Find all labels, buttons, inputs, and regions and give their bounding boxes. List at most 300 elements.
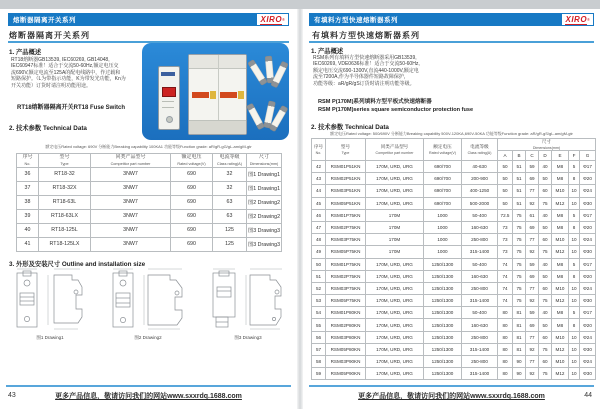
table-cell: 图3 Drawing3 [247,223,282,237]
table-cell: 690 [171,195,213,209]
table-cell: RSM05P75KN [326,246,366,258]
table-cell: RSM02P80KN [326,319,366,331]
table-cell: 170M [366,246,424,258]
table-cell: 1250/1300 [424,282,462,294]
drawing1-side-view [46,267,86,331]
table-cell: 8 [569,270,580,282]
table-cell: 59 [312,368,326,380]
table-cell: 1250/1300 [424,368,462,380]
table-cell: 74 [498,295,513,307]
table-cell: 75 [513,209,526,221]
table-cell: 50-400 [462,209,498,221]
table-cell: 170M, URD, URG [366,343,424,355]
table-cell: 170M, URD, URG [366,197,424,209]
table-cell: Φ30 [580,246,596,258]
table-cell: 92 [526,246,539,258]
table-cell: Φ24 [580,282,596,294]
table-cell: 3NW7 [91,181,171,195]
table-cell: 55 [312,319,326,331]
table-cell: 59 [526,307,539,319]
table-cell: M8 [552,319,569,331]
left-product-photo [142,43,289,140]
table-row [312,246,596,258]
table-cell: 5 [569,161,580,173]
table-cell: 72.5 [498,209,513,221]
table-cell: M8 [552,173,569,185]
table-cell: 60 [539,282,552,294]
table-cell: 170M, URD, URG [366,307,424,319]
table-cell: RSM01P75KN [326,209,366,221]
dims-header: 尺寸 Dimensions(mm) [498,139,596,151]
left-overview-text [11,57,153,89]
page-right [303,9,600,409]
table-cell: 69 [526,221,539,233]
table-cell: 50 [498,161,513,173]
table-cell: 1250/1300 [424,319,462,331]
table-cell: 77 [526,356,539,368]
table-cell: M8 [552,221,569,233]
table-cell: 75 [539,295,552,307]
table-cell: 125 [213,223,247,237]
table-row [17,195,282,209]
table-row [312,307,596,319]
table-cell: RSM01P75KN [326,258,366,270]
table-cell: 500-2000 [462,197,498,209]
table-cell: 1000 [424,221,462,233]
right-spec-table [311,138,596,380]
table-cell: 3NW7 [91,195,171,209]
table-cell: M8 [552,258,569,270]
drawing3-front-view [210,267,238,331]
table-cell: RSM03P75KN [326,234,366,246]
table-cell: 47 [312,221,326,233]
table-cell: 170M, URD, URG [366,185,424,197]
table-cell: 10 [569,185,580,197]
table-cell: 58 [312,356,326,368]
table-cell: 690/700 [424,197,462,209]
table-cell: 50 [539,270,552,282]
table-row [312,197,596,209]
table-cell: 170M, URD, URG [366,282,424,294]
table-cell: 75 [513,221,526,233]
table-cell: 170M, URD, URG [366,368,424,380]
table-cell: 10 [569,331,580,343]
text-line: RSM P(170M)series square semiconductor protection fuse [318,106,474,113]
table-cell: 690/700 [424,173,462,185]
table-cell: RT18-63L [39,195,91,209]
table-cell: 75 [513,246,526,258]
table-row [312,295,596,307]
table-row [312,319,596,331]
table-row [312,331,596,343]
xiro-logo [257,14,288,25]
table-cell: M10 [552,282,569,294]
table-cell: 40 [539,307,552,319]
table-cell: Φ17 [580,307,596,319]
table-cell: 32 [213,181,247,195]
table-cell: 37 [17,181,39,195]
table-cell: 1250/1300 [424,258,462,270]
table-cell: 8 [569,221,580,233]
table-row [312,270,596,282]
table-cell: Φ17 [580,258,596,270]
left-outline-drawings [10,267,290,341]
table-cell: 75 [539,368,552,380]
page-left [0,9,297,409]
table-cell: 1250/1300 [424,343,462,355]
table-cell: 81 [513,331,526,343]
table-cell: 170M, URD, URG [366,270,424,282]
table-row [312,282,596,294]
table-cell: 690 [171,167,213,181]
table-cell: 42 [312,161,326,173]
table-cell: M8 [552,270,569,282]
table-cell: 1250/1300 [424,295,462,307]
table-cell: 51 [312,270,326,282]
table-row [17,167,282,181]
table-cell: 77 [526,282,539,294]
table-cell: 75 [513,295,526,307]
registered-mark-icon: ® [587,17,590,22]
table-cell: RT18-125L [39,223,91,237]
table-cell: 1250/1300 [424,307,462,319]
table-cell: 92 [526,197,539,209]
table-cell: 80 [498,307,513,319]
table-cell: M12 [552,368,569,380]
table-cell: 32 [213,167,247,181]
table-cell: 690/700 [424,161,462,173]
table-cell: 8 [569,173,580,185]
table-cell: 60 [539,185,552,197]
table-cell: M8 [552,209,569,221]
table-cell: 51 [513,185,526,197]
table-row [17,223,282,237]
table-cell: 92 [526,343,539,355]
table-cell: 1250/1300 [424,270,462,282]
table-cell: 54 [312,307,326,319]
table-cell: 315-1400 [462,295,498,307]
table-cell: Φ17 [580,161,596,173]
table-cell: 3NW7 [91,167,171,181]
table-cell: 81 [513,307,526,319]
table-cell: M12 [552,343,569,355]
table-row [312,161,596,173]
drawing2-side-view [142,267,186,331]
table-cell: 250-800 [462,356,498,368]
table-cell: Φ30 [580,368,596,380]
table-cell: 50-400 [462,258,498,270]
table-cell: 45 [312,197,326,209]
table-cell: 160-630 [462,270,498,282]
text-line: RSM系列有填料方型快速熔断器采用GB13539, [313,55,417,61]
left-product-name: RT18熔断器隔离开关RT18 Fuse Switch [17,105,126,111]
table-cell: M12 [552,295,569,307]
drawing2-front-view [110,267,136,331]
table-cell: 170M [366,209,424,221]
right-footer-website: 更多产品信息，敬请访问我们的网站www.sxxrdq.1688.com [358,393,545,400]
table-cell: 315-1400 [462,343,498,355]
table-cell: M8 [552,307,569,319]
table-cell: 50-400 [462,307,498,319]
left-header-bar [8,13,289,26]
table-cell: 50 [498,197,513,209]
fuse-holder-double [188,54,247,135]
table-cell: 10 [569,246,580,258]
table-cell: RSM03P75KN [326,282,366,294]
table-cell: Φ20 [580,270,596,282]
table-cell: RSM03P90KN [326,356,366,368]
right-product-name [318,99,473,114]
table-cell: 92 [526,368,539,380]
table-cell: Φ24 [580,331,596,343]
table-cell: 40-630 [462,161,498,173]
table-cell: 41 [17,237,39,251]
cylindrical-fuse [246,103,265,130]
table-row [312,356,596,368]
table-cell: 3NW7 [91,223,171,237]
table-row [312,221,596,233]
table-cell: 75 [539,197,552,209]
table-cell: 690 [171,237,213,251]
table-row [312,343,596,355]
table-cell: 61 [526,209,539,221]
table-cell: RT18-125LX [39,237,91,251]
table-cell: 1250/1300 [424,356,462,368]
drawing1-label: 图1 Drawing1 [36,335,64,340]
table-cell: M12 [552,197,569,209]
table-cell: 60 [539,331,552,343]
table-cell: RSM03P80KN [326,331,366,343]
table-cell: Φ30 [580,295,596,307]
right-table-note: 额定电压Rated voltage: 500/690V 分断能力Breaking capability 500V-120KA,690V-50KA 功能等级Function grade: aR/gR-gS/gL-am/gM-gtr [330,131,573,136]
right-overview-text [313,55,463,87]
table-cell: RSM05P80KN [326,343,366,355]
right-page-number: 44 [584,392,592,399]
table-cell: 10 [569,282,580,294]
registered-mark-icon: ® [282,17,285,22]
table-cell: M12 [552,246,569,258]
table-row [17,237,282,251]
table-cell: RSM02P75KN [326,221,366,233]
table-cell: Φ24 [580,356,596,368]
table-row [312,185,596,197]
table-cell: 图3 Drawing3 [247,237,282,251]
text-line: IEC60269, VDE0636标准！适合于交流50-60Hz, [313,61,420,68]
table-cell: 8 [569,319,580,331]
table-cell: 57 [312,343,326,355]
table-cell: 5 [569,209,580,221]
table-cell: 81 [513,319,526,331]
table-cell: 10 [569,295,580,307]
drawing3-side-view [244,267,286,331]
table-cell: 75 [513,258,526,270]
table-cell: 49 [312,246,326,258]
table-cell: 50 [498,185,513,197]
table-cell: 73 [498,246,513,258]
table-cell: 250-800 [462,234,498,246]
text-line: 额定电压交流690-1300V,直流440-1000V,额定电 [313,67,419,74]
table-cell: 690 [171,223,213,237]
xiro-logo [562,14,593,25]
table-cell: 77 [526,331,539,343]
table-cell: 75 [539,246,552,258]
right-section1-title: 1. 产品概述 [311,48,344,55]
text-line: 短路保护。（L为带指示功能，K为带发光功能，Kn为 [11,76,126,83]
table-cell: 3NW7 [91,237,171,251]
table-cell: 10 [569,343,580,355]
drawing1-front-view [14,267,40,331]
table-cell: 56 [312,331,326,343]
table-cell: 200-900 [462,173,498,185]
drawing-group-2 [110,267,186,341]
table-cell: 90 [513,356,526,368]
table-cell: 75 [513,234,526,246]
table-cell: 59 [526,258,539,270]
left-page-number: 43 [8,392,16,399]
table-cell: 315-1400 [462,368,498,380]
right-footer-rule [309,385,594,387]
table-cell: 40 [539,161,552,173]
left-spec-table [16,153,282,252]
drawing-group-3 [210,267,286,341]
table-cell: 59 [526,161,539,173]
table-cell: 80 [498,331,513,343]
table-cell: 170M, URD, URG [366,295,424,307]
text-line: 流690V,额定电流至125A的配电线路中，作过载和 [11,69,121,76]
table-cell: 5 [569,307,580,319]
table-cell: 38 [17,195,39,209]
left-footer-rule [6,385,291,387]
table-row [312,173,596,185]
table-cell: RSM05P90KN [326,368,366,380]
table-cell: 1250/1300 [424,331,462,343]
table-cell: 60 [539,234,552,246]
table-cell: 40 [17,223,39,237]
table-cell: 74 [498,282,513,294]
table-cell: Φ24 [580,234,596,246]
table-cell: Φ24 [580,185,596,197]
table-cell: 80 [498,319,513,331]
table-cell: M8 [552,161,569,173]
drawing-group-1 [14,267,86,341]
table-cell: 690 [171,209,213,223]
table-cell: RSM01P51KN [326,161,366,173]
table-cell: RT18-32 [39,167,91,181]
table-cell: 10 [569,356,580,368]
table-cell: 77 [526,185,539,197]
right-table-body [312,161,596,380]
table-cell: 51 [513,197,526,209]
table-cell: 400-1250 [462,185,498,197]
table-cell: 77 [526,234,539,246]
xiro-logo-text: XIRO [565,14,588,24]
table-cell: 50 [539,221,552,233]
table-cell: M10 [552,356,569,368]
table-cell: 80 [498,368,513,380]
table-cell: 69 [526,173,539,185]
table-cell: 315-1400 [462,246,498,258]
table-cell: 39 [17,209,39,223]
table-cell: 1000 [424,209,462,221]
table-cell: 73 [498,234,513,246]
table-cell: 图2 Drawing2 [247,209,282,223]
text-line: RSM P(170M)系列填料方型平板式快速熔断器 [318,99,432,105]
right-title-rule [309,41,594,43]
table-cell: 170M, URD, URG [366,331,424,343]
left-header-title: 熔断器隔离开关系列 [13,17,76,24]
table-cell: 170M, URD, URG [366,173,424,185]
table-cell: 74 [498,270,513,282]
table-cell: 160-630 [462,221,498,233]
text-line: RT18熔断器GB13539, IEC60269, GB14048, [11,57,110,63]
table-cell: 75 [539,343,552,355]
table-cell: RSM02P51KN [326,173,366,185]
table-cell: 170M, URD, URG [366,356,424,368]
table-cell: 92 [526,295,539,307]
table-cell: RSM01P80KN [326,307,366,319]
table-cell: 51 [513,173,526,185]
left-table-body [17,167,282,251]
table-cell: 48 [312,234,326,246]
table-cell: 170M, URD, URG [366,319,424,331]
table-cell: 1000 [424,234,462,246]
table-cell: 690/700 [424,185,462,197]
scan-top-strip [0,0,600,9]
table-cell: 5 [569,258,580,270]
table-cell: 图1 Drawing1 [247,167,282,181]
table-cell: 81 [513,343,526,355]
left-series-title: 熔断器隔离开关系列 [9,31,90,40]
table-cell: 3NW7 [91,209,171,223]
table-cell: 50 [312,258,326,270]
table-cell: 74 [498,258,513,270]
table-cell: 43 [312,173,326,185]
table-cell: M10 [552,234,569,246]
table-cell: Φ17 [580,209,596,221]
drawing3-label: 图3 Drawing3 [234,335,262,340]
table-cell: 36 [17,167,39,181]
table-cell: 63 [213,195,247,209]
xiro-logo-text: XIRO [260,14,283,24]
table-cell: 170M [366,221,424,233]
left-section1-title: 1. 产品概述 [9,49,42,56]
table-row [312,258,596,270]
table-cell: RSM03P51KN [326,185,366,197]
right-header-title: 有填料方型快速熔断器系列 [314,17,398,24]
table-row [17,209,282,223]
table-row [17,181,282,195]
left-table-note: 额定电压Rated voltage: 690V 分断能力Breaking capability 100KA1 功能等级Function grade: aR/gR-gG/gL-am/gM-gtr [45,144,252,149]
table-cell: RSM05P75KN [326,295,366,307]
table-cell: Φ20 [580,221,596,233]
table-cell: 170M, URD, URG [366,258,424,270]
table-cell: 10 [569,368,580,380]
fuse-holder-single [158,66,180,130]
table-cell: 69 [526,270,539,282]
table-cell: Φ20 [580,319,596,331]
drawing2-label: 图2 Drawing2 [134,335,162,340]
table-cell: 80 [498,343,513,355]
table-cell: 10 [569,234,580,246]
table-cell: 170M [366,234,424,246]
table-cell: 73 [498,221,513,233]
table-cell: 51 [513,161,526,173]
table-cell: 250-800 [462,331,498,343]
table-cell: 160-630 [462,319,498,331]
table-cell: 170M, URD, URG [366,161,424,173]
table-cell: M10 [552,185,569,197]
table-cell: 44 [312,185,326,197]
